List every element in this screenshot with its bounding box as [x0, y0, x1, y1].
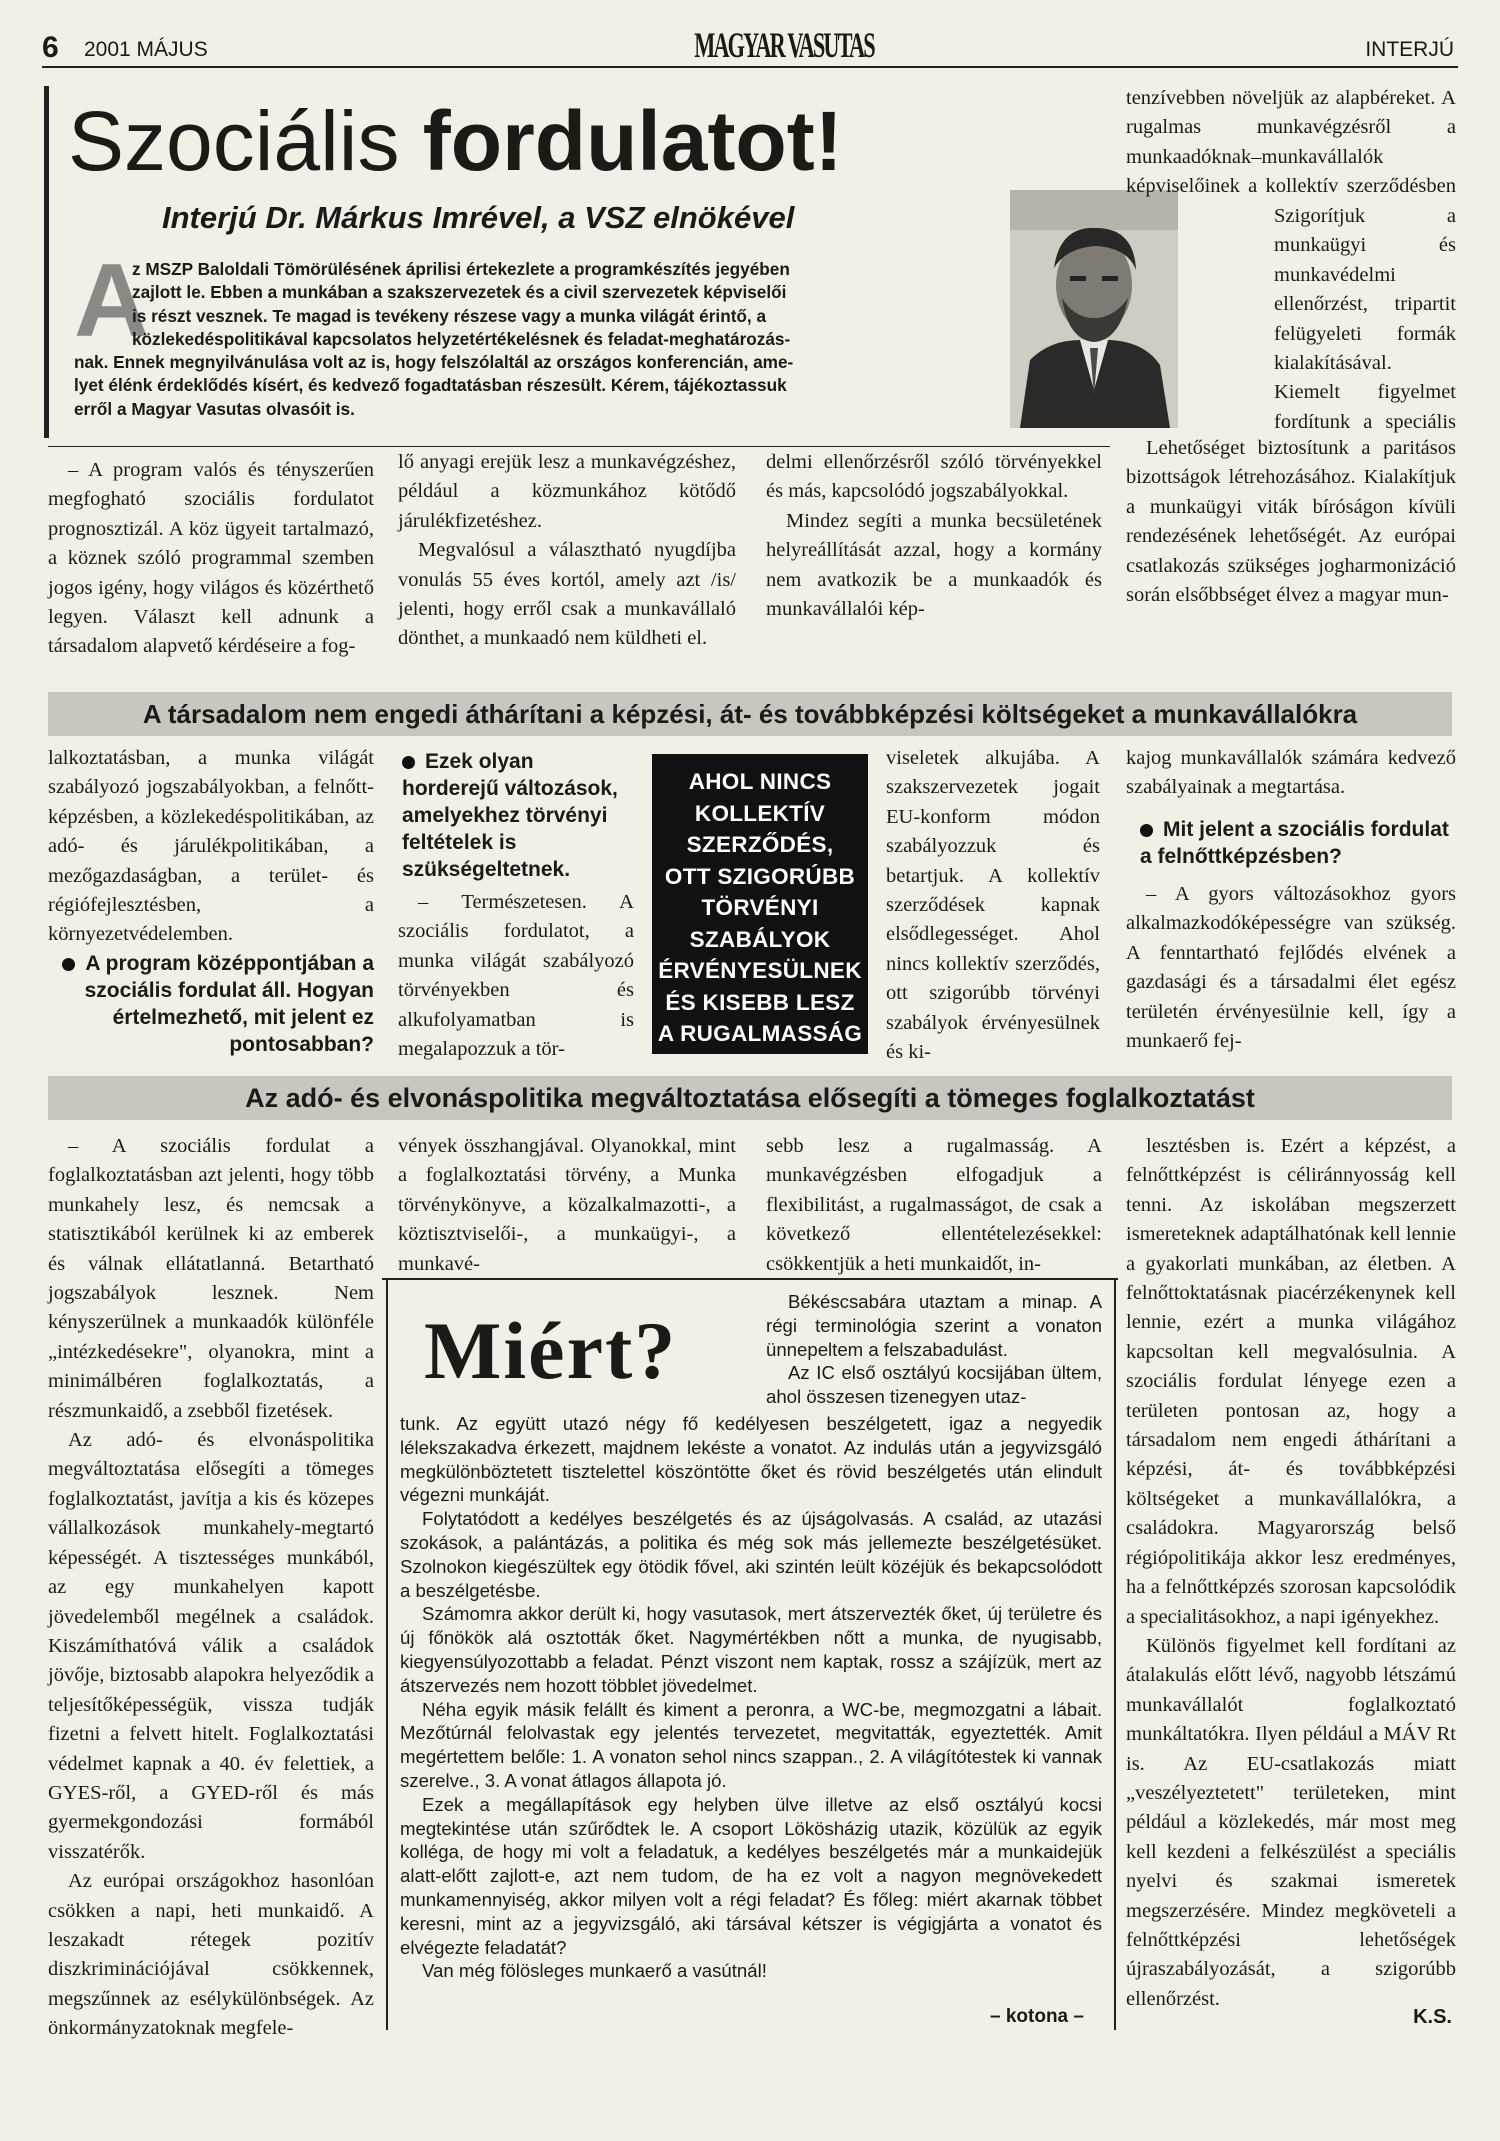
pull-quote-box: AHOL NINCS KOLLEKTÍV SZERZŐDÉS, OTT SZIGORÚBB TÖRVÉNYI SZABÁLYOK ÉRVÉNYESÜLNEK ÉS KISEBB LESZ A RUGALMASSÁG [652, 754, 868, 1054]
banner-headline-2: Az adó- és elvonáspolitika megváltoztatása elősegíti a tömeges foglalkoztatást [48, 1076, 1452, 1120]
sec2-col1-question: A program középpontjában a szociális fordulat áll. Hogyan értelmezhető, mit jelent ez pontosabban? [56, 950, 374, 1058]
lead-dropcap: A [74, 243, 150, 359]
sec2-col2: – Természetesen. A szociális fordulatot, a munka világát szabályozó törvényekben és alkufolyamatban is megalapozzuk a tör- [398, 891, 634, 1061]
sec2-col3: viseletek alkujába. A szakszervezetek jogait EU-konform módon szabályozzuk és betartjuk. A kollektív szerződések kapnak elsődlegességet. Ahol nincs kollektív szerződés, ott szigorúbb törvényi szabályok érvényesülnek és ki- [886, 747, 1100, 1064]
sidebar-left-rule [386, 1278, 388, 2030]
sidebar-body: tunk. Az együtt utazó négy fő kedélyesen beszélgetett, igaz a negyedik lélekszakadva érkezett, majdnem lekéste a vonatot. Az indulás után a jegyvizsgáló megkülönböztetett tisztelettel köszöntötte őket és rövid beszélgetés után elindult végezni munkáját. Folytatódott a kedélyes beszélgetés és az újságolvasás. A család, az utazási szokások, a palántázás, a politika és még sok más jellemezte beszélgetésüket. Szolnokon kiegészültek egy ötödik fővel, aki szintén leült közéjük és bekapcsolódott a beszélgetésbe. Számomra akkor derült ki, hogy vasutasok, mert átszervezték őket, új területre és új főnökök alá osztották őket. Nagymértékben nőtt a munka, de nyugisabb, kiegyensúlyozottabb a feladat. Pénzt viszont nem kaptak, rossz a szájízük, mert az átszervezés nem hozott többlet jövedelmet. Néha egyik másik felállt és kiment a peronra, a WC-be, megmozgatni a lábait. Mezőtúrnál felolvastak egy jelentés tervezetet, megvitatták, egyeztették. Amit megértettem belőle: 1. A vonaton sehol nincs szappan., 2. A világítótestek ki vannak szerelve., 3. A vonat átlagos állapota jó. Ezek a megállapítások egy helyben ülve illetve az első osztályú kocsi megtekintése után szűrődtek le. A csoport Lökösházig utazik, közülük az egyik kolléga, de hogy mi volt a feladatuk, a kedélyes beszélgetés már a munkaidejük alatt-előtt zajlott-e, azt nem tudom, de ha ez volt a nagyon megnövekedett munkamennyiség, akkor milyen volt a régi feladat? És főleg: miért akarnak többet keresni, mint az a jegyvizsgáló, aki társával kétszer is végigjárta a vonatot és elvégezte feladatát? Van még fölösleges munkaerő a vasútnál! [400, 1413, 1102, 1982]
sec1-col4: tenzívebben növeljük az alapbéreket. A rugalmas munkavégzésről a munkaadóknak–munkavállalók képviselőinek a kollektív szerződésben Szigorítjuk a munkaügyi és munkavédelmi ellenőrzést, tripartit felügyeleti formák kialakításával. Kiemelt figyelmet fordítunk a speciális Lehetőséget biztosítunk a paritásos bizottságok létrehozásához. Kialakítjuk a munkaügyi viták bíróságon kívüli rendezésének lehetőségét. Az európai csatlakozás szükséges jogharmonizáció során elsőbbséget élvez a magyar mun- [1126, 87, 1456, 607]
lead-paragraph: z MSZP Baloldali Tömörülésének áprilisi értekezlete a programkészítés jegyében zajlott le. Ebben a munkában a szakszervezetek és a civil szervezetek képviselői is részt vesznek. Te magad is tevékeny részese vagy a munka világát érintő, a közlekedéspolitikával kapcsolatos helyzetértékelésnek és feladat-meghatározás- nak. Ennek megnyilvánulása volt az is, hogy felszólaltál az országos konferencián, ame- lyet élénk érdeklődés kísért, és kedvező fogadtatásban részesült. Kérem, tájékoztassuk erről a Magyar Vasutas olvasóit is. [74, 259, 794, 419]
signature: K.S. [1413, 2006, 1452, 2028]
title-side-bar [44, 86, 49, 438]
banner-headline-1: A társadalom nem engedi áthárítani a képzési, át- és továbbképzési költségeket a munkavállalókra [48, 692, 1452, 736]
sec3-col4: lesztésben is. Ezért a képzést, a felnőttképzést is céliránnyosság kell tenni. Az iskolában megszerzett ismereteknek adaptálhatónak kell lennie a gyakorlati munkában, az életben. A felnőttoktatásnak piacérzékenynek kell lennie, ezért a munka világához kapcsoltan kell megvalósulnia. A szociális fordulat lényege ezen a területen pontosan az, hogy a társadalom nem engedi áthárítani a képzési, át- és továbbképzési költségeket a munkavállalókra, a családokra. Magyarország belső régiópolitikája akkor lesz eredményes, ha a felnőttképzés szorosan kapcsolódik a specialitásokhoz, a napi igényekhez. Különös figyelmet kell fordítani az átalakulás előtt lévő, nagyobb létszámú munkavállalót foglalkoztató munkáltatókra. Ilyen például a MÁV Rt is. Az EU-csatlakozás miatt „veszélyeztetett" területeken, mint például a közlekedés, már most meg kell kezdeni a felkészülést a speciális nyelvi és szakmai ismeretek megszerzésére. Mindez megköveteli a felnőttképzési lehetőségek újraszabályozását, a szigorúbb ellenőrzést. [1126, 1135, 1456, 2010]
sec3-col3: sebb lesz a rugalmasság. A munkavégzésben elfogadjuk a flexibilitást, a rugalmasságot, de csak a következő ellentételezésekkel: csökkentjük a heti munkaidőt, in- [766, 1135, 1102, 1275]
sec1-top-rule [48, 446, 1110, 447]
article-title [68, 96, 843, 186]
sec1-col2: lő anyagi erejük lesz a munkavégzéshez, például a közmunkához kötődő járulékfizetéshez. Megvalósul a választható nyugdíjba vonulás 55 éves kortól, amely azt /is/ jelenti, hogy erről csak a munkavállaló dönthet, a munkaadó nem küldheti el. [398, 451, 736, 650]
sidebar-right-rule [1114, 1278, 1116, 2030]
sidebar-intro: Békéscsabára utaztam a minap. A régi terminológia szerint a vonaton ünnepeltem a felszabadulást. Az IC első osztályú kocsijában ültem, ahol összesen tizenegyen utaz- [766, 1291, 1102, 1408]
issue-date: 2001 MÁJUS [84, 38, 208, 61]
sidebar-title: Miért? [424, 1305, 678, 1396]
section-label: INTERJÚ [1365, 38, 1454, 61]
bullet-icon [1140, 824, 1153, 837]
header-rule [42, 66, 1458, 68]
sec2-col4: kajog munkavállalók számára kedvező szabályainak a megtartása. [1126, 747, 1456, 799]
masthead: MAGYAR VASUTAS [694, 25, 874, 65]
title-light: Szociális [68, 94, 400, 188]
sidebar-author: – kotona – [990, 2006, 1084, 2027]
sec3-col2: vények összhangjával. Olyanokkal, mint a foglalkoztatási törvény, a Munka törvénykönyve, a közalkalmazotti-, a köztisztviselői-, a munkaügyi-, a munkavé- [398, 1135, 736, 1275]
bullet-icon [62, 958, 75, 971]
sec3-col1: – A szociális fordulat a foglalkoztatásban azt jelenti, hogy több munkahely lesz, és nemcsak a statisztikából kerülnek ki az emberek és válnak ellátatlanná. Betartható jogszabályok lesznek. Nem kényszerülnek a munkaadók különféle „intézkedésekre", olyanokra, mint a minimálbéren foglalkoztatás, a részmunkaidő, a zsebből fizetések. Az adó- és elvonáspolitika megváltoztatása elősegíti a tömeges foglalkoztatást, javítja a kis és közepes vállalkozások munkahely-megtartó képességét. A tisztességes munkából, az egy munkahelyen kapott jövedelemből megélnek a családok. Kiszámíthatóvá válik a családok jövője, biztosabb alapokra helyeződik a teljesítőképességük, vissza tudják fizetni a felvett hitelt. Foglalkoztatási védelmet kapnak a 40. év felettiek, a GYES-ről, a GYED-ről és más gyermekgondozási formából visszatérők. Az európai országokhoz hasonlóan csökken a napi, heti munkaidő. A leszakadt rétegek pozitív diszkriminációjával csökkennek, megszűnnek az esélykülönbségek. Az önkormányzatoknak megfele- [48, 1135, 374, 2040]
sidebar-top-rule [382, 1278, 1118, 1280]
title-bold: fordulatot! [422, 94, 843, 188]
sec2-col4-question: Mit jelent a szociális fordulat a felnőttképzésben? [1140, 818, 1449, 868]
sec2-col1: lalkoztatásban, a munka világát szabályozó jogszabályokban, a felnőtt-képzésben, a közlekedéspolitikában, az adó- és járulékpolitikában, a mezőgazdaságban, a terület- és régiófejlesztésben, a környezetvédelemben. [48, 747, 374, 946]
sec1-col3: delmi ellenőrzésről szóló törvényekkel és más, kapcsolódó jogszabályokkal. Mindez segíti a munka becsületének helyreállítását azzal, hogy a kormány nem avatkozik be a munkaadók és munkavállalói kép- [766, 451, 1102, 621]
sec2-col2-question: Ezek olyan horderejű változások, amelyekhez törvényi feltételek is szükségeltetnek. [402, 750, 618, 881]
sec1-col1: – A program valós és tényszerűen megfogható szociális fordulatot prognosztizál. A köz ügyeit tartalmazó, a köznek szóló programmal szemben jogos igény, hogy világos és közérthető legyen. Választ kell adnunk a társadalom alapvető kérdéseire a fog- [48, 459, 374, 658]
bullet-icon [402, 756, 415, 769]
article-subtitle: Interjú Dr. Márkus Imrével, a VSZ elnökével [162, 200, 795, 235]
sec2-col4-answer: – A gyors változásokhoz gyors alkalmazkodóképességre van szükség. A fenntartható fejlődés elvének a gazdasági és a társadalmi élet egész területén érvényesülnie kell, így a munkaerő fej- [1126, 883, 1456, 1053]
page-number: 6 [42, 31, 59, 64]
